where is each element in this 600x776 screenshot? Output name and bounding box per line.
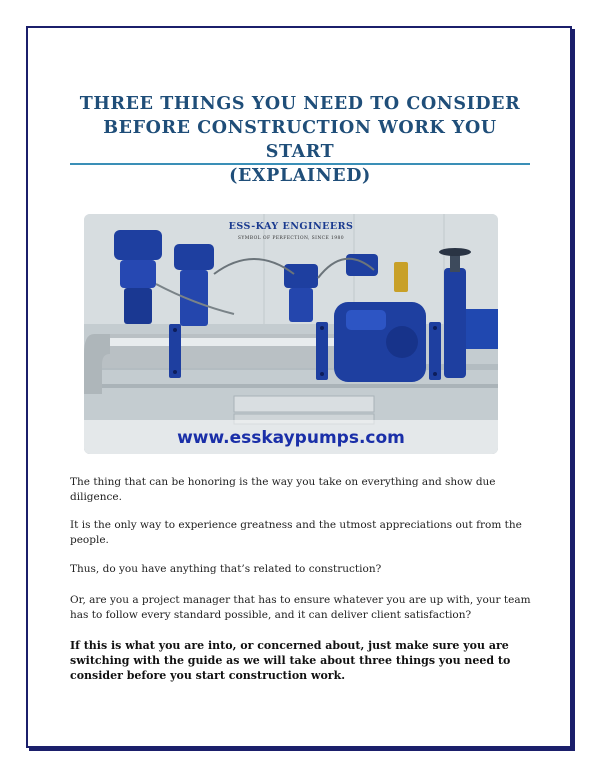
brand-tagline: SYMBOL OF PERFECTION, SINCE 1980 [237, 236, 345, 241]
title-line-2: BEFORE CONSTRUCTION WORK YOU START [103, 118, 497, 162]
paragraph-2: It is the only way to experience greatness and the utmost appreciations out from the people. [70, 519, 522, 546]
industrial-valves-illustration [84, 214, 498, 454]
document-title [70, 92, 530, 188]
title-divider [70, 163, 530, 165]
title-line-1: THREE THINGS YOU NEED TO CONSIDER [79, 94, 521, 114]
paragraph-5-bold: If this is what you are into, or concerned about, just make sure you are switching with the guide as we will take about three things you need to consider before you start construction work. [70, 639, 511, 682]
brand-name: ESS-KAY ENGINEERS [228, 221, 354, 232]
website-url: www.esskaypumps.com [177, 428, 405, 448]
title-line-3: (EXPLAINED) [229, 166, 371, 186]
paragraph-1: The thing that can be honoring is the way you take on everything and show due diligence. [70, 476, 496, 503]
hero-image [84, 214, 498, 454]
paragraph-4: Or, are you a project manager that has to ensure whatever you are up with, your team has to follow every standard possible, and it can deliver client satisfaction? [70, 594, 531, 621]
paragraph-3: Thus, do you have anything that’s related to construction? [70, 563, 382, 575]
